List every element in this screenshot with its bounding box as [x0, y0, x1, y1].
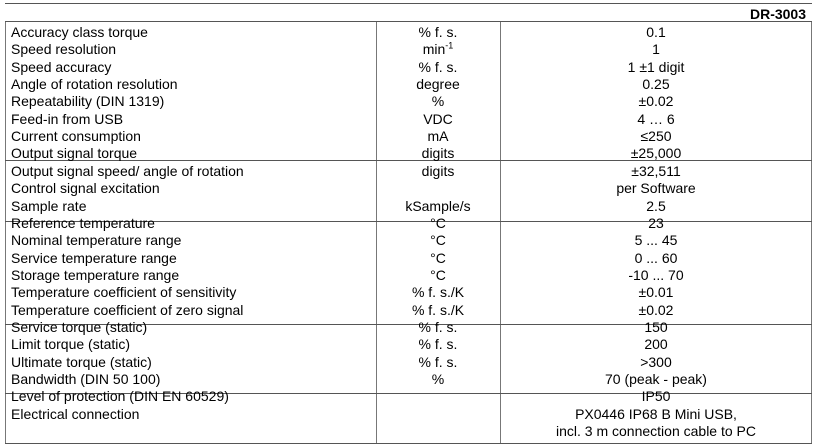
value-cell [500, 76, 812, 93]
unit-cell [376, 250, 500, 267]
unit-cell [376, 319, 500, 336]
value-text: >300 [640, 353, 672, 370]
parameter-cell: Service torque (static) [11, 318, 148, 335]
model-label: DR-3003 [749, 6, 806, 22]
value-text: ±0.02 [638, 93, 674, 110]
value-cell [500, 232, 812, 249]
parameter-cell: Ultimate torque (static) [11, 353, 152, 370]
value-text: ≤250 [640, 128, 672, 145]
table-row [5, 41, 812, 58]
table-row [5, 76, 812, 93]
unit-cell [376, 198, 500, 215]
unit-cell [376, 41, 500, 58]
value-cell [500, 388, 812, 405]
value-cell [500, 198, 812, 215]
value-text: 1 ±1 digit [627, 58, 685, 75]
value-text: -10 ... 70 [628, 266, 684, 283]
parameter-cell: Temperature coefficient of sensitivity [11, 284, 237, 301]
spec-table [5, 21, 812, 444]
parameter-cell: Accuracy class torque [11, 24, 148, 40]
table-row [5, 250, 812, 267]
unit-text: % f. s./K [411, 301, 465, 318]
value-text: ±0.01 [638, 284, 674, 301]
value-cell [500, 267, 812, 284]
parameter-cell: Repeatability (DIN 1319) [11, 93, 165, 110]
parameter-cell: Speed resolution [11, 41, 117, 58]
value-text: PX0446 IP68 B Mini USB, [575, 405, 737, 422]
unit-cell [376, 128, 500, 145]
value-text: ±0.02 [638, 301, 674, 318]
unit-cell [376, 267, 500, 284]
parameter-cell: Control signal excitation [11, 180, 160, 197]
value-text: 4 … 6 [637, 110, 675, 127]
unit-cell [376, 59, 500, 76]
parameter-cell: Nominal temperature range [11, 232, 182, 249]
parameter-cell: Limit torque (static) [11, 336, 131, 353]
unit-cell [376, 371, 500, 388]
parameter-cell: Speed accuracy [11, 58, 112, 75]
value-cell [500, 336, 812, 353]
value-text: 0.1 [646, 24, 666, 40]
value-cell [500, 59, 812, 76]
value-cell [500, 215, 812, 232]
table-row [5, 198, 812, 215]
parameter-cell: Reference temperature [11, 214, 155, 231]
parameter-cell: Level of protection (DIN EN 60529) [11, 388, 229, 405]
parameter-cell: Sample rate [11, 197, 87, 214]
unit-text: % [431, 93, 445, 110]
table-row [5, 232, 812, 249]
unit-cell [376, 215, 500, 232]
unit-cell [376, 354, 500, 371]
value-cell [500, 180, 812, 197]
value-cell [500, 319, 812, 336]
table-row [5, 267, 812, 284]
parameter-cell: Output signal speed/ angle of rotation [11, 162, 244, 179]
unit-text: mA [427, 128, 449, 145]
parameter-cell: Electrical connection [11, 405, 140, 422]
parameter-cell: Storage temperature range [11, 266, 180, 283]
unit-cell [376, 232, 500, 249]
unit-text: % f. s. [418, 24, 458, 40]
table-row [5, 371, 812, 388]
unit-text: % f. s. [418, 336, 458, 353]
table-row [5, 163, 812, 180]
value-text: 5 ... 45 [634, 232, 678, 249]
value-cell [500, 128, 812, 145]
value-text: 0 ... 60 [634, 249, 678, 266]
value-text: 1 [652, 41, 660, 58]
unit-text: °C [430, 249, 446, 266]
table-row [5, 354, 812, 371]
value-cell [500, 250, 812, 267]
value-cell [500, 284, 812, 301]
unit-text: digits [421, 162, 455, 179]
unit-text: degree [416, 76, 460, 93]
parameter-cell: Angle of rotation resolution [11, 76, 178, 93]
table-row [5, 111, 812, 128]
unit-cell [376, 111, 500, 128]
unit-text: % f. s. [418, 318, 458, 335]
value-cell [500, 24, 812, 41]
value-text: 23 [648, 214, 664, 231]
unit-cell [376, 145, 500, 162]
parameter-cell: Feed-in from USB [11, 110, 124, 127]
value-cell [500, 41, 812, 58]
unit-superscript: -1 [445, 40, 454, 51]
value-text: ±32,511 [631, 162, 681, 179]
value-cell [500, 371, 812, 388]
value-text: 70 (peak - peak) [605, 371, 707, 387]
value-text: 150 [644, 318, 668, 335]
unit-text: min [422, 41, 446, 58]
unit-text: % f. s. [418, 58, 458, 75]
table-header [5, 3, 812, 22]
parameter-cell: Temperature coefficient of zero signal [11, 301, 244, 318]
spec-sheet [5, 3, 812, 442]
table-row [5, 406, 812, 441]
value-cell [500, 302, 812, 319]
value-cell [500, 163, 812, 180]
value-text: 2.5 [646, 197, 666, 214]
value-text: 0.25 [642, 76, 670, 93]
table-row [5, 145, 812, 162]
unit-cell [376, 336, 500, 353]
unit-cell [376, 76, 500, 93]
unit-text: % [431, 371, 445, 387]
unit-text: % f. s. [418, 353, 458, 370]
value-cell [500, 111, 812, 128]
table-row [5, 319, 812, 336]
unit-text: °C [430, 214, 446, 231]
table-row [5, 215, 812, 232]
value-cell [500, 145, 812, 162]
unit-text: digits [421, 145, 455, 162]
unit-text: °C [430, 266, 446, 283]
table-row [5, 336, 812, 353]
unit-text: VDC [423, 110, 453, 127]
value-cell [500, 93, 812, 110]
parameter-cell: Service temperature range [11, 249, 177, 266]
table-row [5, 388, 812, 405]
table-row [5, 302, 812, 319]
unit-cell [376, 163, 500, 180]
unit-text: °C [430, 232, 446, 249]
value-text: 200 [644, 336, 668, 353]
table-row [5, 128, 812, 145]
unit-cell [376, 24, 500, 41]
value-text-line2: incl. 3 m connection cable to PC [556, 423, 756, 440]
table-row [5, 180, 812, 197]
unit-cell [376, 284, 500, 301]
value-text: IP50 [641, 388, 671, 405]
table-row [5, 284, 812, 301]
parameter-cell: Output signal torque [11, 145, 138, 162]
unit-text: kSample/s [405, 197, 471, 214]
table-row [5, 59, 812, 76]
unit-cell [376, 93, 500, 110]
unit-cell [376, 302, 500, 319]
parameter-cell: Current consumption [11, 128, 141, 145]
unit-text: % f. s./K [411, 284, 465, 301]
table-row [5, 93, 812, 110]
table-row [5, 24, 812, 41]
value-cell [500, 406, 812, 441]
value-text: ±25,000 [630, 145, 682, 162]
value-text: per Software [616, 180, 696, 197]
parameter-cell: Bandwidth (DIN 50 100) [11, 371, 161, 387]
value-cell [500, 354, 812, 371]
